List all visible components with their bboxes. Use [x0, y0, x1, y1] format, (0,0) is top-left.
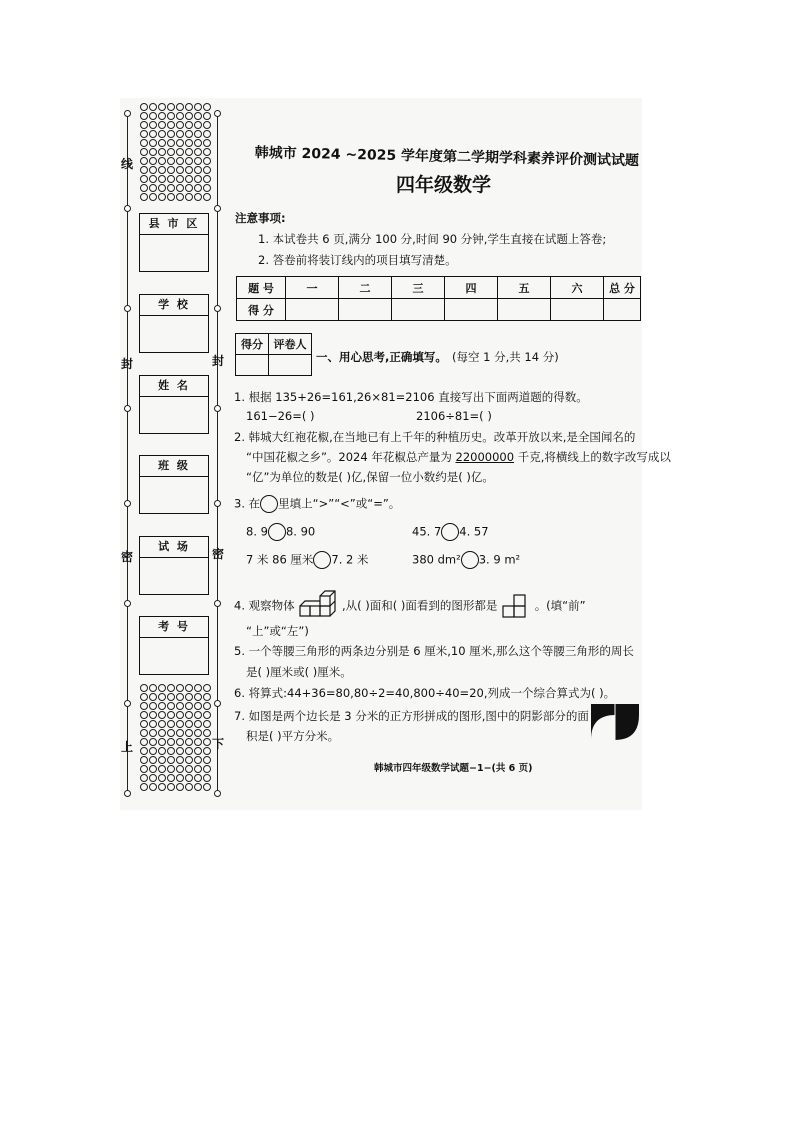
dot — [203, 720, 211, 728]
field-label: 学 校 — [140, 295, 208, 316]
dot — [158, 139, 166, 147]
dot — [194, 184, 202, 192]
dot — [194, 711, 202, 719]
dot — [185, 756, 193, 764]
dot — [176, 184, 184, 192]
dot — [167, 148, 175, 156]
column-header: 二 — [339, 277, 392, 299]
dot — [203, 166, 211, 174]
dot — [194, 729, 202, 737]
shaded-squares-figure — [590, 703, 640, 741]
dot — [194, 103, 202, 111]
question-3c — [246, 551, 369, 569]
dot — [185, 738, 193, 746]
dot — [140, 103, 148, 111]
binding-hole — [124, 500, 131, 507]
question-7-line2: 积是( )平方分米。 — [246, 729, 340, 743]
dot — [176, 693, 184, 701]
dot — [149, 720, 157, 728]
dot — [176, 747, 184, 755]
dot — [203, 193, 211, 201]
exam-title: 韩城市 2024 ~2025 学年度第二学期学科素养评价测试试题 — [254, 144, 640, 170]
dot — [167, 702, 175, 710]
dot — [158, 103, 166, 111]
dot — [167, 157, 175, 165]
dot — [203, 148, 211, 156]
binding-hole — [124, 205, 131, 212]
dot — [185, 103, 193, 111]
score-cell[interactable] — [392, 299, 445, 321]
q3-right: 8. 90 — [285, 524, 316, 539]
dot — [158, 184, 166, 192]
dot — [158, 157, 166, 165]
dot — [176, 774, 184, 782]
dot — [140, 702, 148, 710]
binding-hole — [124, 405, 131, 412]
dot — [167, 684, 175, 692]
dot — [149, 121, 157, 129]
field-label: 县 市 区 — [140, 214, 208, 235]
dot — [158, 166, 166, 174]
column-header: 一 — [286, 277, 339, 299]
dot — [194, 693, 202, 701]
field-label: 姓 名 — [140, 376, 208, 397]
binding-hole — [214, 405, 221, 412]
dot — [185, 112, 193, 120]
q3-text: 3. 在 — [234, 496, 261, 511]
section-note: (每空 1 分,共 14 分) — [452, 350, 559, 364]
grader-name-label: 评卷人 — [269, 334, 312, 355]
binding-label-xian: 线 — [121, 157, 134, 171]
dot — [140, 166, 148, 174]
dot — [149, 702, 157, 710]
dot — [140, 184, 148, 192]
dot — [185, 747, 193, 755]
dot — [203, 783, 211, 791]
dot — [185, 184, 193, 192]
q3-right: 7. 2 米 — [331, 552, 369, 567]
dot — [140, 729, 148, 737]
question-5-line2: 是( )厘米或( )厘米。 — [246, 665, 352, 679]
dot — [167, 747, 175, 755]
dot — [167, 193, 175, 201]
dot — [140, 747, 148, 755]
q3-text: 里填上“>”“<”或“=”。 — [278, 496, 401, 511]
question-3a — [246, 523, 315, 541]
dot — [140, 720, 148, 728]
dot — [185, 729, 193, 737]
dot — [203, 139, 211, 147]
dot — [149, 157, 157, 165]
dot — [176, 702, 184, 710]
dot — [185, 684, 193, 692]
dot — [167, 693, 175, 701]
dot — [140, 130, 148, 138]
dot — [194, 157, 202, 165]
dot — [176, 684, 184, 692]
dot — [185, 774, 193, 782]
dot — [203, 747, 211, 755]
subject-title: 四年级数学 — [396, 174, 492, 196]
dot — [194, 774, 202, 782]
dot — [158, 783, 166, 791]
grader-score-cell[interactable] — [236, 355, 269, 376]
dot — [140, 112, 148, 120]
dot — [176, 166, 184, 174]
score-cell[interactable] — [498, 299, 551, 321]
dot — [194, 193, 202, 201]
dot — [158, 130, 166, 138]
dot — [185, 693, 193, 701]
q3-left: 45. 7 — [412, 524, 442, 539]
dot — [194, 148, 202, 156]
notice-item: 2. 答卷前将装订线内的项目填写清楚。 — [258, 253, 457, 267]
dot — [203, 765, 211, 773]
dot-pattern-bottom — [140, 684, 211, 791]
dot — [167, 184, 175, 192]
field-label: 班 级 — [140, 456, 208, 477]
row-header: 得 分 — [237, 299, 286, 321]
dot — [194, 139, 202, 147]
dot — [176, 175, 184, 183]
row-header: 题 号 — [237, 277, 286, 299]
dot — [140, 693, 148, 701]
dot — [203, 684, 211, 692]
field-class[interactable] — [139, 455, 209, 514]
dot — [140, 148, 148, 156]
question-3b — [412, 523, 489, 541]
question-3d — [412, 551, 520, 569]
binding-hole — [214, 600, 221, 607]
dot — [140, 738, 148, 746]
binding-label-feng: 封 — [121, 357, 134, 371]
dot — [185, 175, 193, 183]
dot — [158, 693, 166, 701]
dot — [203, 112, 211, 120]
dot — [149, 130, 157, 138]
score-table — [236, 276, 641, 321]
dot — [194, 756, 202, 764]
dot — [185, 130, 193, 138]
binding-label-xia: 下 — [212, 737, 225, 751]
view-shape-icon — [501, 593, 531, 619]
dot — [185, 711, 193, 719]
binding-hole — [124, 305, 131, 312]
dot — [140, 193, 148, 201]
dot — [167, 756, 175, 764]
dot — [176, 157, 184, 165]
field-exam-number[interactable] — [139, 616, 209, 675]
dot — [158, 756, 166, 764]
dot — [185, 121, 193, 129]
dot — [176, 729, 184, 737]
dot — [194, 747, 202, 755]
binding-hole — [214, 500, 221, 507]
dot — [185, 193, 193, 201]
dot — [176, 112, 184, 120]
field-label: 考 号 — [140, 617, 208, 638]
q2-text: “中国花椒之乡”。2024 年花椒总产量为 — [246, 450, 456, 464]
q4-text: ,从( )面和( )面看到的图形都是 — [341, 598, 498, 613]
question-6: 6. 将算式:44+36=80,80÷2=40,800÷40=20,列成一个综合算式为( )。 — [234, 686, 616, 700]
binding-hole — [214, 790, 221, 797]
dot — [167, 139, 175, 147]
question-2-line2 — [246, 449, 671, 465]
dot — [167, 765, 175, 773]
dot — [194, 121, 202, 129]
dot — [158, 774, 166, 782]
section-title: 一、用心思考,正确填写。 — [316, 350, 447, 364]
dot — [203, 738, 211, 746]
dot — [149, 184, 157, 192]
dot — [149, 747, 157, 755]
question-4 — [234, 590, 586, 622]
question-1b: 2106÷81=( ) — [416, 409, 492, 423]
binding-line-right — [217, 112, 218, 794]
dot — [185, 720, 193, 728]
binding-hole — [124, 600, 131, 607]
dot — [203, 702, 211, 710]
question-5-line1: 5. 一个等腰三角形的两条边分别是 6 厘米,10 厘米,那么这个等腰三角形的周长 — [234, 644, 634, 658]
dot — [194, 684, 202, 692]
q3-left: 7 米 86 厘米 — [246, 552, 314, 567]
dot — [158, 112, 166, 120]
circle-icon — [260, 495, 278, 513]
q2-underlined-number: 22000000 — [455, 450, 515, 464]
dot — [149, 103, 157, 111]
binding-label-mi-right: 密 — [212, 547, 225, 561]
binding-label-feng-right: 封 — [212, 354, 225, 368]
dot — [158, 121, 166, 129]
dot — [140, 175, 148, 183]
dot — [167, 729, 175, 737]
dot — [149, 193, 157, 201]
dot — [149, 774, 157, 782]
grader-score-label: 得分 — [236, 334, 269, 355]
dot — [158, 720, 166, 728]
dot — [185, 702, 193, 710]
dot — [194, 112, 202, 120]
dot — [176, 738, 184, 746]
dot — [149, 148, 157, 156]
dot — [149, 711, 157, 719]
dot — [167, 175, 175, 183]
question-7-line1: 7. 如图是两个边长是 3 分米的正方形拼成的图形,图中的阴影部分的面 — [234, 709, 589, 723]
binding-label-mi: 密 — [121, 550, 134, 564]
dot — [203, 175, 211, 183]
dot — [149, 112, 157, 120]
dot — [158, 765, 166, 773]
dot — [149, 738, 157, 746]
question-2-line3: “亿”为单位的数是( )亿,保留一位小数约是( )亿。 — [246, 470, 494, 484]
dot — [203, 729, 211, 737]
score-cell[interactable] — [445, 299, 498, 321]
dot — [203, 157, 211, 165]
dot — [149, 765, 157, 773]
binding-hole — [214, 110, 221, 117]
dot — [140, 684, 148, 692]
binding-hole — [124, 110, 131, 117]
table-row — [237, 299, 641, 321]
dot — [140, 783, 148, 791]
dot — [140, 756, 148, 764]
q4-text: 4. 观察物体 — [234, 598, 295, 613]
column-header: 总 分 — [604, 277, 641, 299]
column-header: 四 — [445, 277, 498, 299]
dot — [167, 112, 175, 120]
dot — [176, 783, 184, 791]
dot — [167, 720, 175, 728]
dot — [176, 103, 184, 111]
dot — [140, 139, 148, 147]
question-1a: 161−26=( ) — [246, 409, 315, 423]
dot — [176, 130, 184, 138]
dot — [203, 103, 211, 111]
dot — [194, 702, 202, 710]
column-header: 六 — [551, 277, 604, 299]
dot — [203, 756, 211, 764]
dot — [140, 121, 148, 129]
q3-left: 380 dm² — [412, 552, 461, 567]
dot — [167, 783, 175, 791]
binding-hole — [214, 305, 221, 312]
binding-hole — [124, 790, 131, 797]
dot — [158, 148, 166, 156]
dot — [176, 193, 184, 201]
binding-hole — [124, 700, 131, 707]
compare-circle[interactable] — [441, 523, 459, 541]
field-school[interactable] — [139, 294, 209, 353]
dot — [203, 130, 211, 138]
dot — [176, 711, 184, 719]
dot — [167, 103, 175, 111]
page-footer: 韩城市四年级数学试题−1−(共 6 页) — [374, 763, 533, 774]
dot — [149, 166, 157, 174]
question-1: 1. 根据 135+26=161,26×81=2106 直接写出下面两道题的得数。 — [234, 390, 588, 404]
binding-label-shang: 上 — [121, 740, 134, 754]
dot — [167, 711, 175, 719]
dot — [194, 130, 202, 138]
dot — [158, 747, 166, 755]
q3-right: 4. 57 — [459, 524, 489, 539]
dot — [185, 139, 193, 147]
dot — [176, 121, 184, 129]
score-cell[interactable] — [604, 299, 641, 321]
dot — [176, 756, 184, 764]
score-cell[interactable] — [286, 299, 339, 321]
score-cell[interactable] — [551, 299, 604, 321]
question-4-line2: “上”或“左”) — [246, 624, 309, 638]
binding-hole — [214, 700, 221, 707]
dot — [167, 738, 175, 746]
dot — [203, 774, 211, 782]
dot — [185, 783, 193, 791]
dot — [149, 693, 157, 701]
dot — [194, 720, 202, 728]
dot — [158, 711, 166, 719]
dot — [194, 738, 202, 746]
dot — [176, 148, 184, 156]
q3-left: 8. 9 — [246, 524, 268, 539]
compare-circle[interactable] — [461, 551, 479, 569]
q3-right: 3. 9 m² — [478, 552, 521, 567]
binding-line-left — [127, 112, 128, 794]
dot — [158, 738, 166, 746]
dot — [203, 711, 211, 719]
grader-name-cell[interactable] — [269, 355, 312, 376]
question-2-line1: 2. 韩城大红袍花椒,在当地已有上千年的种植历史。改革开放以来,是全国闻名的 — [234, 430, 636, 444]
dot — [194, 765, 202, 773]
dot — [185, 765, 193, 773]
dot — [149, 729, 157, 737]
dot — [203, 184, 211, 192]
notice-item: 1. 本试卷共 6 页,满分 100 分,时间 90 分钟,学生直接在试题上答卷; — [258, 232, 607, 246]
column-header: 三 — [392, 277, 445, 299]
dot — [203, 693, 211, 701]
dot — [149, 783, 157, 791]
dot — [194, 175, 202, 183]
dot — [167, 166, 175, 174]
column-header: 五 — [498, 277, 551, 299]
dot — [140, 711, 148, 719]
dot — [203, 121, 211, 129]
dot — [140, 774, 148, 782]
dot — [167, 774, 175, 782]
q4-text: 。(填“前” — [534, 598, 586, 613]
q2-text: 千克,将横线上的数字改写成以 — [514, 450, 671, 464]
dot — [149, 684, 157, 692]
question-3 — [234, 495, 400, 513]
compare-circle[interactable] — [268, 523, 286, 541]
binding-hole — [214, 205, 221, 212]
notice-title: 注意事项: — [235, 211, 286, 225]
dot — [194, 783, 202, 791]
dot — [176, 765, 184, 773]
dot — [185, 166, 193, 174]
grader-box — [235, 333, 312, 376]
field-name[interactable] — [139, 375, 209, 434]
dot — [158, 193, 166, 201]
dot — [176, 720, 184, 728]
field-exam-room[interactable] — [139, 536, 209, 595]
table-row — [237, 277, 641, 299]
dot — [185, 148, 193, 156]
dot — [149, 175, 157, 183]
dot — [176, 139, 184, 147]
dot — [167, 130, 175, 138]
dot — [158, 729, 166, 737]
dot — [158, 702, 166, 710]
dot — [158, 684, 166, 692]
dot — [149, 756, 157, 764]
cubes-figure-icon — [298, 590, 338, 622]
compare-circle[interactable] — [313, 551, 331, 569]
dot — [158, 175, 166, 183]
dot — [140, 765, 148, 773]
dot — [140, 157, 148, 165]
field-county-district[interactable] — [139, 213, 209, 272]
dot — [167, 121, 175, 129]
dot — [185, 157, 193, 165]
dot-pattern-top — [140, 103, 211, 201]
dot — [149, 139, 157, 147]
field-label: 试 场 — [140, 537, 208, 558]
score-cell[interactable] — [339, 299, 392, 321]
dot — [194, 166, 202, 174]
